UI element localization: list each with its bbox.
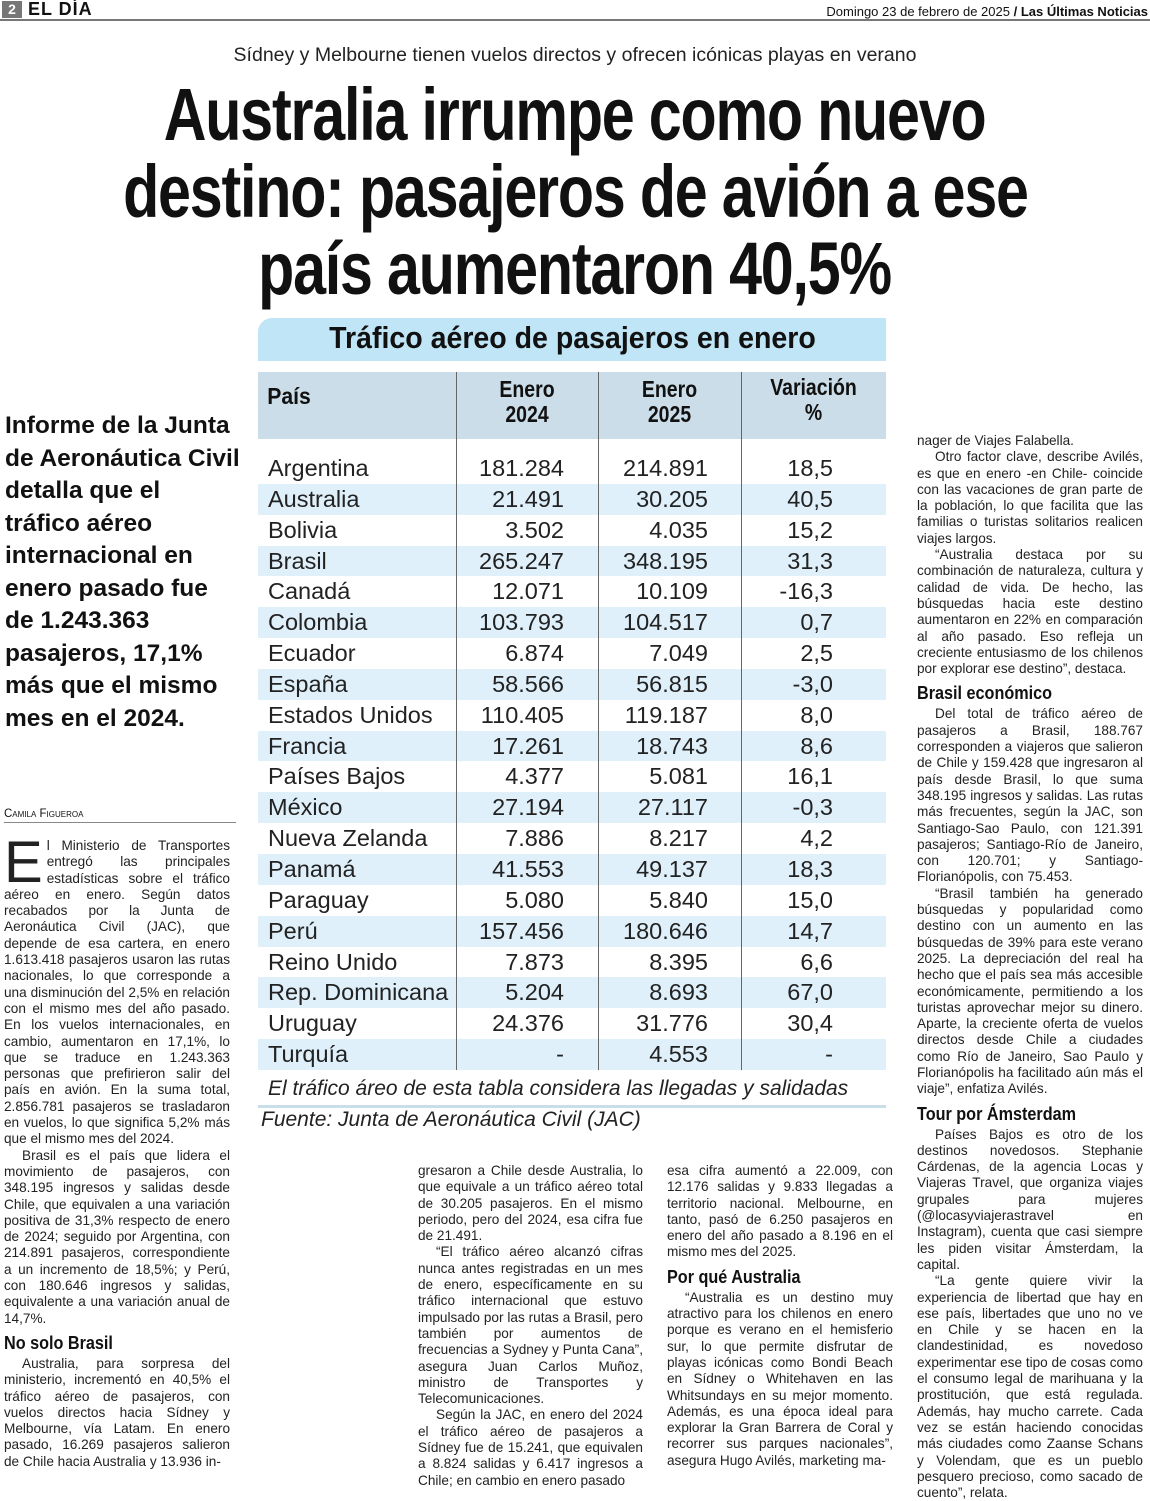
table-row — [258, 947, 886, 978]
table-row — [258, 453, 886, 484]
cell-jan-2024: 181.284 — [479, 455, 564, 481]
cell-jan-2025: 8.217 — [649, 825, 708, 852]
table-row — [258, 669, 886, 700]
cell-jan-2025: 56.815 — [636, 670, 708, 697]
table-row — [258, 731, 886, 762]
table-source: Fuente: Junta de Aeronáutica Civil (JAC) — [261, 1108, 641, 1131]
cell-jan-2025: 31.776 — [636, 1010, 708, 1037]
table-row — [258, 515, 886, 546]
cell-variation: -0,3 — [792, 794, 833, 821]
article-column-4 — [917, 433, 1143, 1501]
dateline — [826, 4, 1148, 19]
paragraph: Otro factor clave, describe Avilés, es que en enero -en Chile- coincide con las vacaciones de gran parte de la población, lo que facilita que las familias o turistas solitarios realicen viajes largos. — [917, 449, 1143, 546]
table-row — [258, 823, 886, 854]
cell-jan-2024: 4.377 — [505, 763, 564, 790]
table-row — [258, 576, 886, 607]
kicker: Sídney y Melbourne tienen vuelos directos y ofrecen icónicas playas en verano — [233, 44, 917, 66]
cell-country: Ecuador — [268, 640, 356, 667]
cell-country: Perú — [268, 917, 318, 944]
paragraph: “Australia destaca por su combinación de naturaleza, cultura y calidad de vida. De hecho, las búsquedas hacia este destino aumentaron en 22% en comparación al año pasado. Eso refleja un creciente entusiasmo de los chilenos por explorar ese destino”, destaca. — [917, 547, 1143, 677]
cell-variation: - — [825, 1041, 833, 1068]
paragraph: Del total de tráfico aéreo de pasajeros a Brasil, 188.767 corresponden a viajeros que salieron de Chile y 159.428 que ingresaron al país desde Brasil, lo que suma 348.195 ingresos y salidas. Las rutas más frecuentes, según la JAC, son Santiago-Sao Paulo, con 121.391 pasajeros; Santiago-Río de Janeiro, con 120.701; y Santiago-Florianópolis, con 75.453. — [917, 706, 1143, 885]
header-jan-2024: Enero 2024 — [499, 376, 555, 427]
cell-variation: -16,3 — [779, 578, 833, 605]
cell-variation: 31,3 — [787, 547, 833, 574]
article-column-3 — [667, 1163, 893, 1469]
cell-jan-2024: 21.491 — [492, 485, 564, 512]
drop-cap: E — [4, 830, 43, 895]
cell-jan-2025: 27.117 — [637, 794, 708, 821]
table-row — [258, 700, 886, 731]
cell-jan-2025: 348.195 — [623, 547, 708, 574]
cell-jan-2025: 8.693 — [649, 979, 708, 1006]
cell-jan-2025: 119.187 — [624, 701, 708, 728]
table-header-row — [258, 372, 886, 439]
cell-country: Argentina — [268, 455, 369, 481]
table-row — [258, 484, 886, 515]
cell-country: Países Bajos — [268, 763, 406, 790]
paragraph: Brasil es el país que lidera el movimiento de pasajeros, con 348.195 ingresos y salidas desde Chile, que equivalen a una variación positiva de 31,3% respecto de enero de 2024; seguido por Argentina, con 214.891 pasajeros, correspondiente a un incremento de 18,5%; y Perú, con 180.646 ingresos y salidas, equivalente a una variación anual de 14,7%. — [4, 1147, 230, 1326]
column-divider — [456, 372, 457, 1070]
cell-jan-2024: 110.405 — [480, 701, 564, 728]
cell-jan-2025: 8.395 — [649, 948, 708, 975]
page-number: 2 — [2, 1, 22, 18]
cell-jan-2024: 5.080 — [505, 886, 564, 913]
publication-name: Las Últimas Noticias — [1020, 4, 1148, 19]
cell-jan-2025: 5.840 — [649, 886, 708, 913]
cell-country: Bolivia — [268, 516, 338, 543]
passenger-traffic-table — [258, 372, 886, 1070]
paragraph: “Brasil también ha generado búsquedas y popularidad como destino con un aumento en las búsquedas de 39% para este verano 2025. La depreciación del real ha hecho que el país sea más accesible económicamente, permitiendo a los turistas aprovechar mejor su dinero. Aparte, la creciente oferta de vuelos directos desde Chile a ciudades como Río de Janeiro, Sao Paulo y Florianópolis ha facilitado aún más el viaje”, enfatiza Avilés. — [917, 885, 1143, 1097]
cell-jan-2024: 7.873 — [505, 948, 564, 975]
subhead: No solo Brasil — [4, 1332, 113, 1353]
cell-variation: 30,4 — [787, 1010, 833, 1037]
cell-country: Panamá — [268, 855, 356, 882]
paragraph-text: l Ministerio de Transportes entregó las principales estadísticas sobre el tráfico aéreo en enero. Según datos recabados por la Junta de Aeronáutica Civil (JAC), que depende de esa cartera, en enero 1.613.418 pasajeros usaron las rutas nacionales, lo que corresponde a una disminución del 2,5% en relación con el mismo mes del año pasado. En los vuelos internacionales, en cambio, aumentaron en 17,1%, lo que se traduce en 1.243.363 personas que prefirieron salir del país en avión. En la suma total, 2.856.781 pasajeros se trasladaron en vuelos, lo que significa 5,2% más que el mismo mes del 2024. — [4, 838, 230, 1147]
cell-country: Brasil — [268, 547, 327, 574]
cell-country: Francia — [268, 732, 347, 759]
article-column-2 — [418, 1163, 643, 1489]
cell-jan-2025: 4.553 — [649, 1041, 708, 1068]
cell-jan-2024: 6.874 — [505, 640, 564, 667]
subhead: Tour por Ámsterdam — [917, 1103, 1077, 1124]
headline-line: destino: pasajeros de avión a ese — [122, 150, 1028, 233]
cell-country: Paraguay — [268, 886, 369, 913]
date: Domingo 23 de febrero de 2025 — [826, 4, 1010, 19]
paragraph: “El tráfico aéreo alcanzó cifras nunca antes registradas en un mes de enero, específicamente en su tráfico internacional que estuvo impulsado por las rutas a Brasil, pero también por aumentos de frecuencias a Sydney y Punta Cana”, asegura Juan Carlos Muñoz, ministro de Transportes y Telecomunicaciones. — [418, 1244, 643, 1407]
header-country: País — [267, 383, 311, 409]
table-row — [258, 916, 886, 947]
cell-variation: 14,7 — [787, 917, 833, 944]
cell-jan-2024: - — [556, 1041, 564, 1068]
table-row — [258, 854, 886, 885]
cell-variation: 15,2 — [787, 516, 833, 543]
table-row — [258, 977, 886, 1008]
table-note: El tráfico áreo de esta tabla considera las llegadas y salidadas — [268, 1077, 849, 1100]
cell-variation: 15,0 — [787, 886, 833, 913]
cell-jan-2024: 5.204 — [505, 979, 564, 1006]
cell-jan-2024: 17.261 — [492, 732, 564, 759]
table-title-text: Tráfico aéreo de pasajeros en enero — [328, 320, 816, 355]
cell-jan-2025: 30.205 — [636, 485, 708, 512]
table-row — [258, 761, 886, 792]
paragraph: Países Bajos es otro de los destinos novedosos. Stephanie Cárdenas, de la agencia Locas y Viajeras Travel, que organiza viajes grupales para mujeres (@locasyviajerastravel en Instagram), cuenta que casi siempre les piden visitar Ámsterdam, la capital. — [917, 1126, 1143, 1272]
byline: Camila Figueroa — [4, 808, 236, 823]
paragraph: Australia, para sorpresa del ministerio, incrementó en 40,5% el tráfico aéreo de pasajeros, con vuelos directos hacia Sídney y Melbourne, vía Latam. En enero pasado, 16.269 pasajeros salieron de Chile hacia Australia y 13.936 in- — [4, 1355, 230, 1469]
headline-line: país aumentaron 40,5% — [258, 227, 892, 310]
paragraph: “Australia es un destino muy atractivo para los chilenos en enero porque es verano en el hemisferio sur, lo que permite disfrutar de playas icónicas como Bondi Beach en Sídney o Whitehaven en las Whitsundays en su mejor momento. Además, es una época ideal para explorar la Gran Barrera de Coral y recorrer sus parques nacionales”, asegura Hugo Avilés, marketing ma- — [667, 1289, 893, 1468]
headline — [0, 73, 1150, 310]
cell-jan-2024: 24.376 — [492, 1010, 564, 1037]
cell-jan-2025: 5.081 — [649, 763, 708, 790]
column-divider — [741, 372, 742, 1070]
paragraph: nager de Viajes Falabella. — [917, 433, 1074, 448]
table-row — [258, 546, 886, 577]
cell-variation: -3,0 — [792, 670, 833, 697]
cell-jan-2025: 10.109 — [636, 578, 708, 605]
page-header — [0, 0, 1150, 21]
cell-variation: 18,3 — [787, 855, 833, 882]
lede: Informe de la Junta de Aeronáutica Civil detalla que el tráfico aéreo internacional en enero pasado fue de 1.243.363 pasajeros, 17,1% más que el mismo mes en el 2024. — [5, 412, 240, 732]
section-name: EL DÍA — [28, 0, 93, 19]
cell-jan-2024: 7.886 — [505, 825, 564, 852]
cell-variation: 8,0 — [800, 701, 833, 728]
column-divider — [598, 372, 599, 1070]
cell-variation: 4,2 — [800, 825, 833, 852]
subhead: Brasil económico — [917, 683, 1053, 704]
header-variation: Variación % — [770, 374, 857, 425]
cell-jan-2024: 27.194 — [492, 794, 564, 821]
paragraph: esa cifra aumentó a 22.009, con 12.176 salidas y 9.833 llegadas a territorio nacional. Melbourne, en tanto, pasó de 6.250 pasajeros en enero del año pasado a 8.196 en el mismo mes del 2025. — [667, 1163, 893, 1260]
headline-line: Australia irrumpe como nuevo — [164, 73, 986, 156]
cell-variation: 40,5 — [787, 485, 833, 512]
cell-jan-2024: 157.456 — [479, 917, 564, 944]
subhead: Por qué Australia — [667, 1266, 801, 1287]
cell-jan-2024: 12.071 — [492, 578, 564, 605]
cell-country: Turquía — [268, 1041, 349, 1068]
cell-country: Reino Unido — [268, 948, 398, 975]
cell-jan-2024: 103.793 — [479, 609, 564, 636]
cell-jan-2025: 214.891 — [623, 455, 708, 481]
table-row — [258, 638, 886, 669]
table-row — [258, 1039, 886, 1070]
cell-jan-2024: 265.247 — [479, 547, 564, 574]
cell-variation: 18,5 — [787, 455, 833, 481]
cell-variation: 8,6 — [800, 732, 833, 759]
cell-country: España — [268, 670, 348, 697]
cell-jan-2025: 18.743 — [636, 732, 708, 759]
paragraph: Según la JAC, en enero del 2024 el tráfico aéreo de pasajeros a Sídney fue de 15.241, que equivalen a 8.824 salidas y 6.417 ingresos a Chile; en cambio en enero pasado — [418, 1407, 643, 1488]
cell-country: Canadá — [268, 578, 351, 605]
cell-jan-2025: 4.035 — [649, 516, 708, 543]
cell-country: Nueva Zelanda — [268, 825, 428, 852]
table-row — [258, 607, 886, 638]
cell-country: Rep. Dominicana — [268, 979, 449, 1006]
header-jan-2025: Enero 2025 — [641, 376, 698, 427]
cell-variation: 2,5 — [800, 640, 833, 667]
paragraph — [4, 830, 230, 1148]
cell-variation: 0,7 — [800, 609, 833, 636]
table-row — [258, 1008, 886, 1039]
paragraph: gresaron a Chile desde Australia, lo que equivale a un tráfico aéreo total de 30.205 pasajeros. En el mismo periodo, pero del 2024, esa cifra fue de 21.491. — [418, 1163, 643, 1244]
article-column-1 — [4, 830, 230, 1470]
table-row — [258, 792, 886, 823]
cell-jan-2025: 104.517 — [623, 609, 708, 636]
table-row — [258, 885, 886, 916]
cell-country: Colombia — [268, 609, 368, 636]
cell-jan-2025: 180.646 — [623, 917, 708, 944]
cell-variation: 67,0 — [787, 979, 833, 1006]
cell-country: Australia — [268, 485, 360, 512]
cell-jan-2024: 3.502 — [505, 516, 564, 543]
cell-variation: 16,1 — [787, 763, 833, 790]
cell-jan-2024: 41.553 — [492, 855, 564, 882]
cell-jan-2024: 58.566 — [492, 670, 564, 697]
table-title — [258, 318, 886, 361]
cell-jan-2025: 7.049 — [649, 640, 708, 667]
paragraph: “La gente quiere vivir la experiencia de libertad que hay en ese país, libertades que uno no ve en Chile y se hacen en la clandestinidad, es novedoso experimentar ese tipo de cosas como el consumo legal de marihuana y la prostitución, que está regulada. Además, hay mucho carrete. Cada vez se están haciendo conocidas más ciudades como Zaanse Schans y Volendam, que es un pueblo pesquero precioso, como sacado de cuento”, relata. — [917, 1273, 1143, 1501]
cell-country: Estados Unidos — [268, 701, 433, 728]
cell-jan-2025: 49.137 — [636, 855, 708, 882]
cell-country: México — [268, 794, 343, 821]
table-body — [258, 439, 886, 1070]
cell-country: Uruguay — [268, 1010, 357, 1037]
separator: / — [1013, 4, 1018, 19]
cell-variation: 6,6 — [800, 948, 833, 975]
